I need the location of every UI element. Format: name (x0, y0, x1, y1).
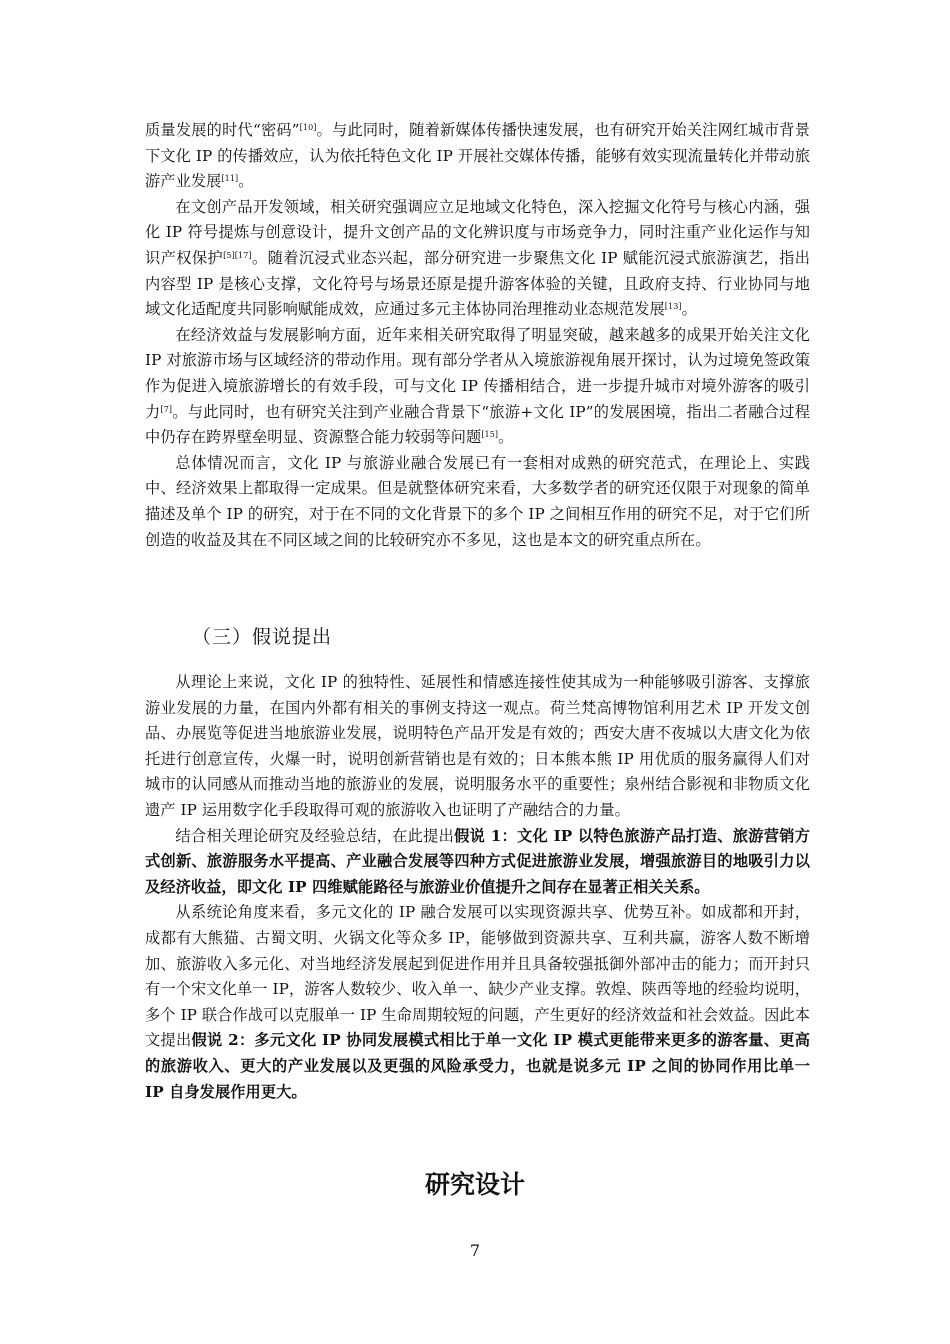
citation: [5][17] (223, 250, 252, 260)
citation: [11] (221, 174, 239, 184)
subsection-heading: （三）假说提出 (192, 626, 333, 648)
citation: [10] (299, 123, 317, 132)
hypothesis-block (145, 670, 810, 1105)
citation: [15] (481, 430, 499, 440)
paragraph-economic-effects: 在经济效益与发展影响方面，近年来相关研究取得了明显突破，越来越多的成果开始关注文化 IP 对旅游市场与区域经济的带动作用。现有部分学者从入境旅游视角展开探讨，认为过境免签政策作为促进入境旅游增长的有效手段，可与文化 IP 传播相结合，进一步提升城市对境外游客的吸引力[7]。与此同时，也有研究关注到产业融合背景下“旅游+文化 IP”的发展困境，指出二者融合过程中仍存在跨界壁垒明显、资源整合能力较弱等问题[15]。 (145, 325, 811, 447)
paragraph-hypothesis-1: 结合相关理论研究及经验总结，在此提出假说 1：文化 IP 以特色旅游产品打造、旅游营销方式创新、旅游服务水平提高、产业融合发展等四种方式促进旅游业发展，增强旅游目的地吸引力以及经济收益，即文化 IP 四维赋能路径与旅游业价值提升之间存在显著正相关关系。 (145, 826, 810, 896)
paragraph-cultural-products: 在文创产品开发领域，相关研究强调应立足地域文化特色，深入挖掘文化符号与核心内涵，强化 IP 符号提炼与创意设计，提升文创产品的文化辨识度与市场竞争力，同时注重产业化运作与知识产权保护[5][17]。随着沉浸式业态兴起，部分研究进一步聚焦文化 IP 赋能沉浸式旅游演艺，指出内容型 IP 是核心支撑，文化符号与场景还原是提升游客体验的关键，且政府支持、行业协同与地域文化适配度共同影响赋能成效，应通过多元主体协同治理推动业态规范发展[13]。 (145, 197, 810, 319)
paragraph-hypothesis-2: 从系统论角度来看，多元文化的 IP 融合发展可以实现资源共享、优势互补。如成都和开封，成都有大熊猫、古蜀文明、火锅文化等众多 IP，能够做到资源共享、互利共赢，游客人数不断增加、旅游收入多元化、对当地经济发展起到促进作用并且具备较强抵御外部冲击的能力；而开封只有一个宋文化单一 IP，游客人数较少、收入单一、缺少产业支撑。敦煌、陕西等地的经验均说明，多个 IP 联合作战可以克服单一 IP 生命周期较短的问题，产生更好的经济效益和社会效益。因此本文提出假说 2：多元文化 IP 协同发展模式相比于单一文化 IP 模式更能带来更多的游客量、更高的旅游收入、更大的产业发展以及更强的风险承受力，也就是说多元 IP 之间的协同作用比单一 IP 自身发展作用更大。 (145, 903, 810, 1101)
literature-review-block (145, 118, 810, 553)
paragraph-theory: 从理论上来说，文化 IP 的独特性、延展性和情感连接性使其成为一种能够吸引游客、支撑旅游业发展的力量，在国内外都有相关的事例支持这一观点。荷兰梵高博物馆利用艺术 IP 开发文创品、办展览等促进当地旅游业发展，说明特色产品开发是有效的；西安大唐不夜城以大唐文化为依托进行创意宣传，火爆一时，说明创新营销也是有效的；日本熊本熊 IP 用优质的服务赢得人们对城市的认同感从而推动当地的旅游业的发展，说明服务水平的重要性；泉州结合影视和非物质文化遗产 IP 运用数字化手段取得可观的旅游收入也证明了产融结合的力量。 (145, 673, 810, 819)
citation: [7] (160, 404, 173, 414)
section-heading: 研究设计 (424, 1170, 525, 1199)
hypothesis-1-statement: 假说 1：文化 IP 以特色旅游产品打造、旅游营销方式创新、旅游服务水平提高、产业融合发展等四种方式促进旅游业发展，增强旅游目的地吸引力以及经济收益，即文化 IP 四维赋能路径与旅游业价值提升之间存在显著正相关关系。 (145, 826, 810, 896)
page-number: 7 (469, 1241, 481, 1260)
hypothesis-2-statement: 假说 2：多元文化 IP 协同发展模式相比于单一文化 IP 模式更能带来更多的游客量、更高的旅游收入、更大的产业发展以及更强的风险承受力，也就是说多元 IP 之间的协同作用比单一 IP 自身发展作用更大。 (145, 1031, 810, 1101)
paragraph-summary: 总体情况而言，文化 IP 与旅游业融合发展已有一套相对成熟的研究范式，在理论上、实践中、经济效果上都取得一定成果。但是就整体研究来看，大多数学者的研究还仅限于对现象的简单描述及单个 IP 的研究，对于在不同的文化背景下的多个 IP 之间相互作用的研究不足，对于它们所创造的收益及其在不同区域之间的比较研究亦不多见，这也是本文的研究重点所在。 (145, 453, 810, 549)
citation: [13] (664, 302, 682, 312)
paragraph-continuation: 质量发展的时代“密码”[10]。与此同时，随着新媒体传播快速发展，也有研究开始关注网红城市背景下文化 IP 的传播效应，认为依托特色文化 IP 开展社交媒体传播，能够有效实现流量转化并带动旅游产业发展[11]。 (145, 121, 810, 191)
